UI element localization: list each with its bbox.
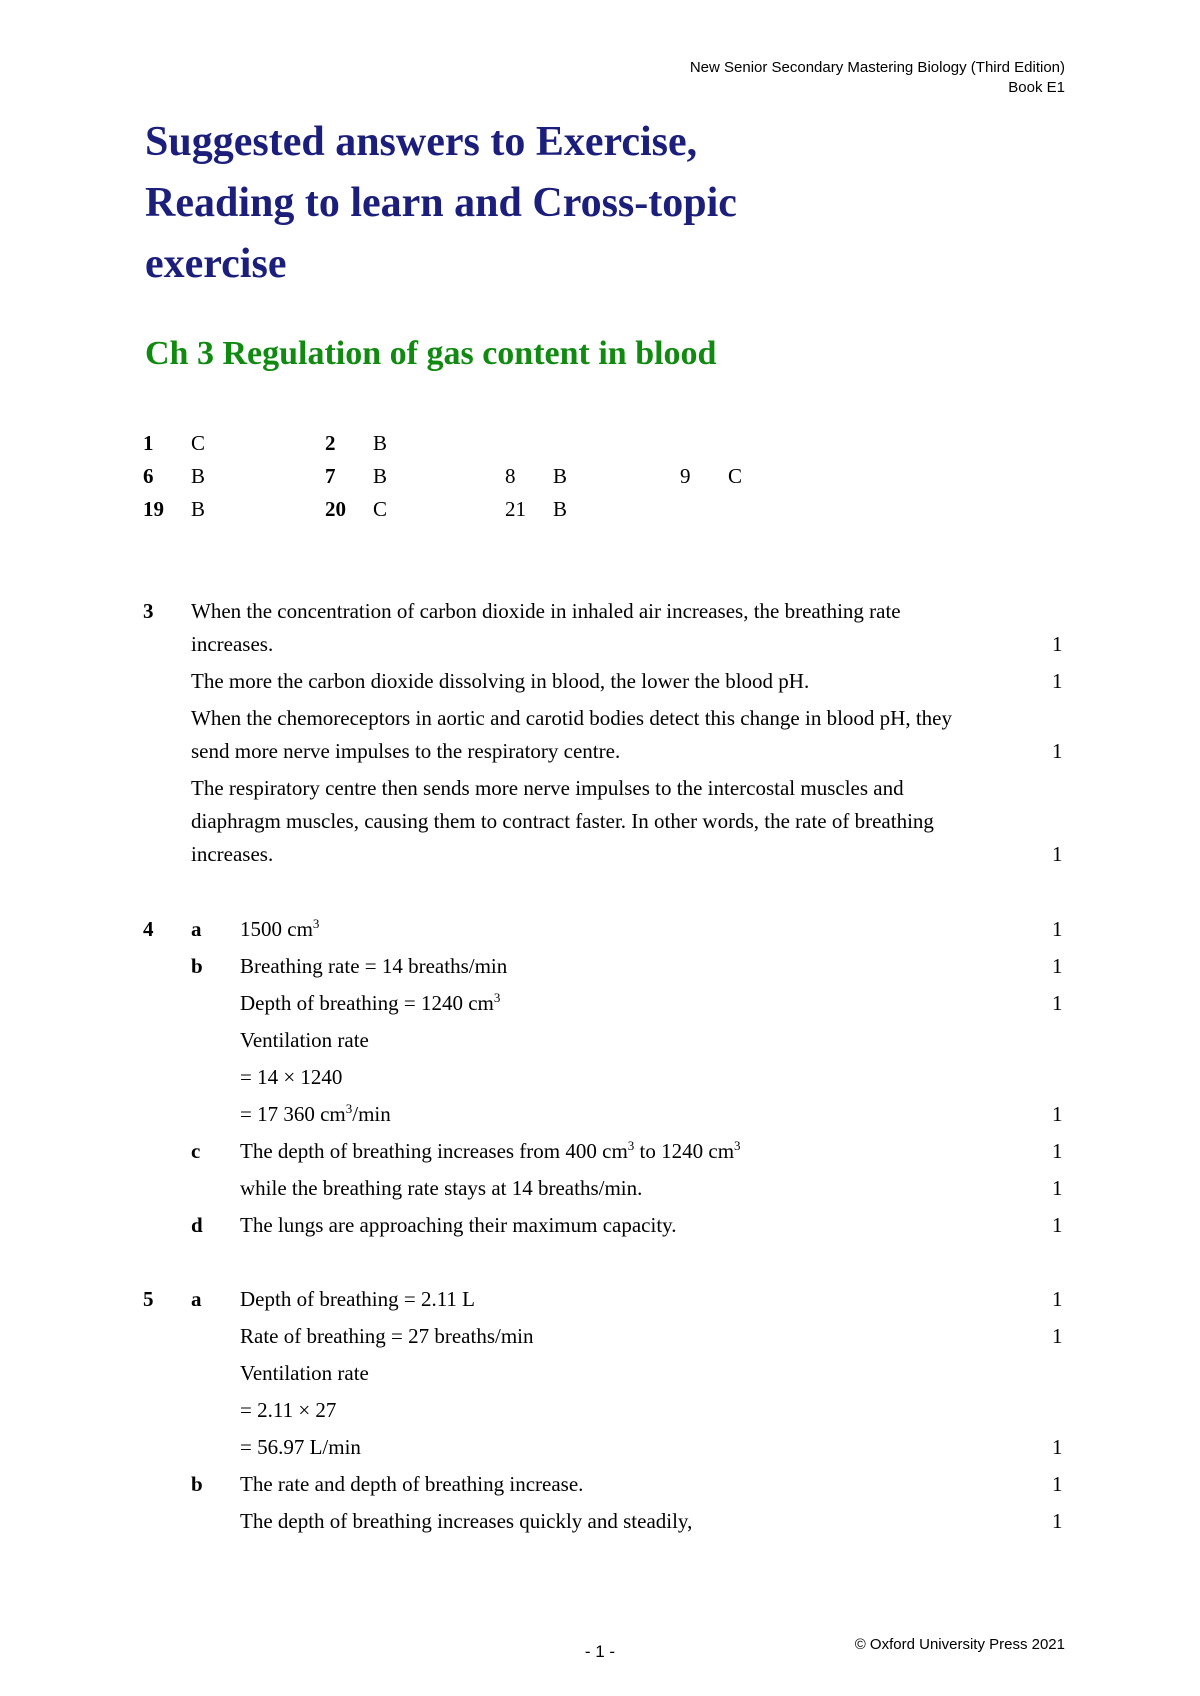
mark: 1 (1052, 669, 1063, 693)
question-number: 5 (143, 1287, 154, 1311)
mark: 1 (1052, 1102, 1063, 1126)
answer-line: Depth of breathing = 1240 $cm^3$ (240, 990, 501, 1015)
mc-answer: C (191, 431, 206, 455)
mark: 1 (1052, 1435, 1063, 1459)
part-label: b (191, 1472, 203, 1496)
answer-line: The rate and depth of breathing increase. (240, 1472, 584, 1496)
mark: 1 (1052, 739, 1063, 763)
answer-line: increases. (191, 632, 274, 656)
header-book-title: New Senior Secondary Mastering Biology (Third Edition) (689, 59, 1065, 76)
part-label: b (191, 954, 203, 978)
copyright-notice: © Oxford University Press 2021 (854, 1636, 1065, 1653)
answer-line: diaphragm muscles, causing them to contract faster. In other words, the rate of breathing (191, 809, 934, 833)
chapter-heading: Ch 3 Regulation of gas content in blood (145, 335, 717, 372)
mark: 1 (1052, 1324, 1063, 1348)
header-book-volume: Book E1 (1008, 79, 1065, 96)
answer-line: The lungs are approaching their maximum capacity. (240, 1213, 677, 1237)
mc-number: 9 (680, 464, 691, 488)
mc-number: 21 (505, 497, 526, 521)
mc-number: 19 (143, 497, 164, 521)
answer-line: while the breathing rate stays at 14 breaths/min. (240, 1176, 643, 1200)
part-label: a (191, 1287, 202, 1311)
answer-line: = 2.11 × 27 (240, 1398, 337, 1422)
answer-line: = 17 360 $cm^3/\min$ (240, 1101, 391, 1126)
answer-line: The depth of breathing increases quickly and steadily, (240, 1509, 693, 1533)
answer-line: 1500 $cm^3$ (240, 916, 320, 941)
answer-line: Ventilation rate (240, 1028, 369, 1052)
answer-line: send more nerve impulses to the respiratory centre. (191, 739, 621, 763)
mc-answer: B (191, 464, 206, 488)
mark: 1 (1052, 1472, 1063, 1496)
answer-line: The more the carbon dioxide dissolving in blood, the lower the blood pH. (191, 669, 810, 693)
page-title-line-2: Reading to learn and Cross-topic (145, 180, 737, 226)
mc-answer: B (373, 464, 388, 488)
part-label: d (191, 1213, 203, 1237)
answer-line: When the chemoreceptors in aortic and carotid bodies detect this change in blood pH, they (191, 706, 952, 730)
mc-answer: B (553, 464, 568, 488)
mark: 1 (1052, 991, 1063, 1015)
mc-number: 8 (505, 464, 516, 488)
answer-line: Depth of breathing = 2.11 L (240, 1287, 476, 1311)
mark: 1 (1052, 842, 1063, 866)
mark: 1 (1052, 1176, 1063, 1200)
mc-answer: B (191, 497, 206, 521)
mark: 1 (1052, 1139, 1063, 1163)
page-title-line-1: Suggested answers to Exercise, (145, 119, 698, 165)
answer-line: The respiratory centre then sends more nerve impulses to the intercostal muscles and (191, 776, 904, 800)
mark: 1 (1052, 954, 1063, 978)
answer-line: Rate of breathing = 27 breaths/min (240, 1324, 534, 1348)
answer-line: = 14 × 1240 (240, 1065, 343, 1089)
question-number: 4 (143, 917, 154, 941)
page-number: - 1 - (584, 1642, 616, 1661)
mc-number: 1 (143, 431, 154, 455)
mark: 1 (1052, 1213, 1063, 1237)
mc-number: 7 (325, 464, 336, 488)
mark: 1 (1052, 917, 1063, 941)
page-title-line-3: exercise (145, 241, 287, 287)
mc-answer: C (373, 497, 388, 521)
mc-answer: B (373, 431, 388, 455)
mc-answer: B (553, 497, 568, 521)
question-number: 3 (143, 599, 154, 623)
mc-number: 6 (143, 464, 154, 488)
answer-line: Breathing rate = 14 breaths/min (240, 954, 508, 978)
mc-answer: C (728, 464, 743, 488)
answer-line: Ventilation rate (240, 1361, 369, 1385)
answer-line: When the concentration of carbon dioxide in inhaled air increases, the breathing rate (191, 599, 901, 623)
mark: 1 (1052, 1509, 1063, 1533)
answer-line: The depth of breathing increases from 400 $cm^3$ to 1240 $cm^3$ (240, 1138, 741, 1163)
part-label: c (191, 1139, 201, 1163)
part-label: a (191, 917, 202, 941)
answer-line: increases. (191, 842, 274, 866)
mark: 1 (1052, 1287, 1063, 1311)
answer-line: = 56.97 L/min (240, 1435, 361, 1459)
mark: 1 (1052, 632, 1063, 656)
mc-number: 2 (325, 431, 336, 455)
mc-number: 20 (325, 497, 346, 521)
